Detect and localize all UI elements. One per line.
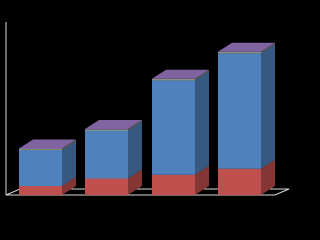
bar-segment-front-s1-c4 (218, 169, 261, 195)
bar-segment-side-s2-c4 (261, 44, 275, 169)
bar-column-1 (19, 140, 76, 196)
bar-segment-front-s1-c2 (85, 179, 128, 196)
bar-segment-front-s3-c3 (152, 80, 195, 81)
bars (19, 43, 275, 195)
bar-segment-front-s2-c3 (152, 80, 195, 175)
bar-segment-front-s4-c2 (85, 129, 128, 130)
bar-segment-front-s3-c1 (19, 149, 62, 150)
bar-segment-front-s4-c4 (218, 52, 261, 53)
bar-segment-front-s3-c4 (218, 53, 261, 54)
bar-segment-front-s4-c1 (19, 149, 62, 150)
bar-segment-front-s1-c1 (19, 186, 62, 195)
bar-segment-front-s2-c2 (85, 131, 128, 179)
bar-segment-side-s2-c2 (128, 122, 142, 179)
bar-segment-front-s2-c4 (218, 53, 261, 169)
bar-segment-side-s2-c3 (195, 71, 209, 175)
bar-segment-front-s1-c3 (152, 175, 195, 195)
bar-segment-front-s3-c2 (85, 130, 128, 131)
bar-segment-front-s2-c1 (19, 150, 62, 186)
bar-column-2 (85, 120, 142, 195)
bar-column-4 (218, 43, 275, 195)
bar-segment-front-s4-c3 (152, 79, 195, 80)
bar-column-3 (152, 70, 209, 195)
